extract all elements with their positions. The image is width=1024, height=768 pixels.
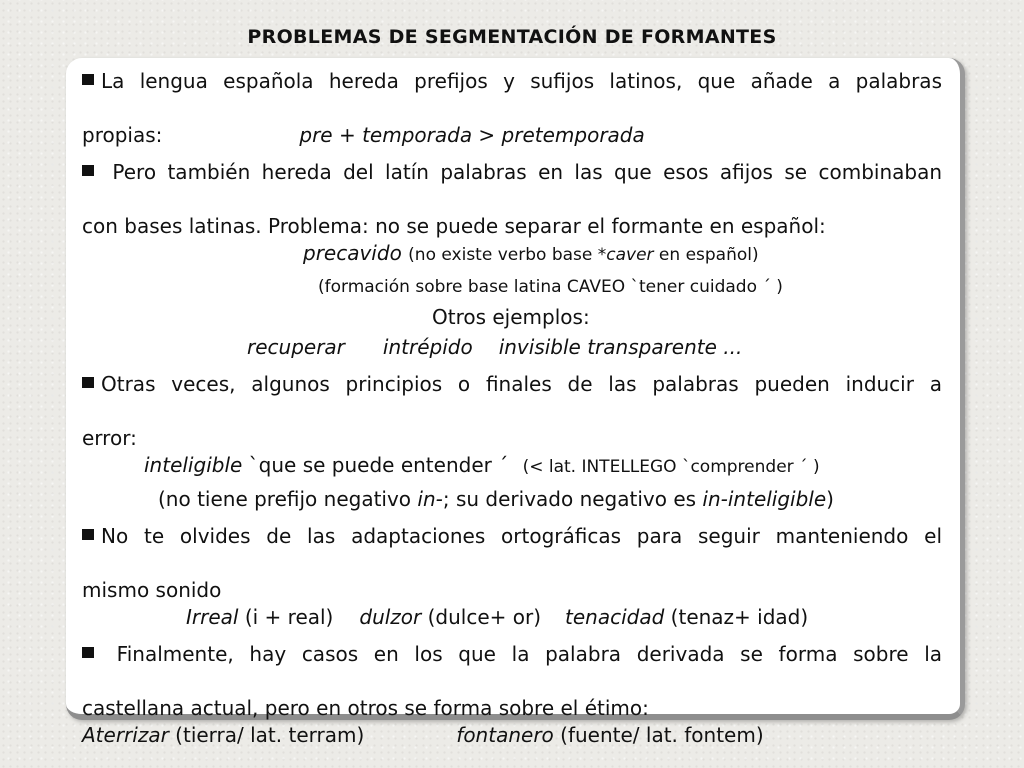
- paragraph-text: No te olvides de las adaptaciones ortográficas para seguir manteniendo el: [82, 523, 942, 577]
- formation-note: (formación sobre base latina CAVEO `tener cuidado ´ ): [318, 277, 783, 297]
- orthographic-examples: Irreal (i + real) dulzor (dulce+ or) tenacidad (tenaz+ idad): [186, 605, 809, 629]
- page-title: PROBLEMAS DE SEGMENTACIÓN DE FORMANTES: [247, 26, 777, 48]
- etymon-examples: Aterrizar (tierra/ lat. terram) fontanero (fuente/ lat. fontem): [82, 723, 764, 747]
- bullet-icon: [82, 165, 94, 176]
- paragraph-text-line2: error:: [82, 426, 137, 450]
- paragraph-text-line2: con bases latinas. Problema: no se puede separar el formante en español:: [82, 214, 826, 238]
- bullet-icon: [82, 647, 94, 658]
- bullet-icon: [82, 377, 94, 388]
- paragraph-latin-words: [82, 159, 942, 361]
- inteligible-line: inteligible `que se puede entender ´ (< lat. INTELLEGO `comprender ´ ): [144, 453, 820, 477]
- other-examples-label: Otros ejemplos:: [432, 305, 590, 329]
- paragraph-etymon: [82, 641, 942, 749]
- slide-content: [82, 68, 942, 749]
- paragraph-prefixes: [82, 68, 942, 149]
- bullet-icon: [82, 529, 94, 540]
- precavido-line: precavido (no existe verbo base *caver en español): [303, 241, 759, 265]
- paragraph-text: Pero también hereda del latín palabras en las que esos afijos se combinaban: [82, 159, 942, 213]
- other-examples-list: recuperar intrépido invisible transparente ...: [247, 335, 743, 359]
- paragraph-misleading: [82, 371, 942, 513]
- paragraph-text: La lengua española hereda prefijos y sufijos latinos, que añade a palabras: [82, 68, 942, 122]
- bullet-icon: [82, 74, 94, 85]
- paragraph-text: Otras veces, algunos principios o finales de las palabras pueden inducir a: [82, 371, 942, 425]
- paragraph-text-line2: castellana actual, pero en otros se forma sobre el étimo:: [82, 696, 649, 720]
- paragraph-text-line2: mismo sonido: [82, 578, 222, 602]
- paragraph-text: Finalmente, hay casos en los que la palabra derivada se forma sobre la: [82, 641, 942, 695]
- paragraph-orthographic: [82, 523, 942, 631]
- example-line: propias: pre + temporada > pretemporada: [82, 123, 645, 147]
- example-pretemporada: pre + temporada > pretemporada: [299, 123, 645, 147]
- inteligible-note: (no tiene prefijo negativo in-; su derivado negativo es in-inteligible): [158, 487, 834, 511]
